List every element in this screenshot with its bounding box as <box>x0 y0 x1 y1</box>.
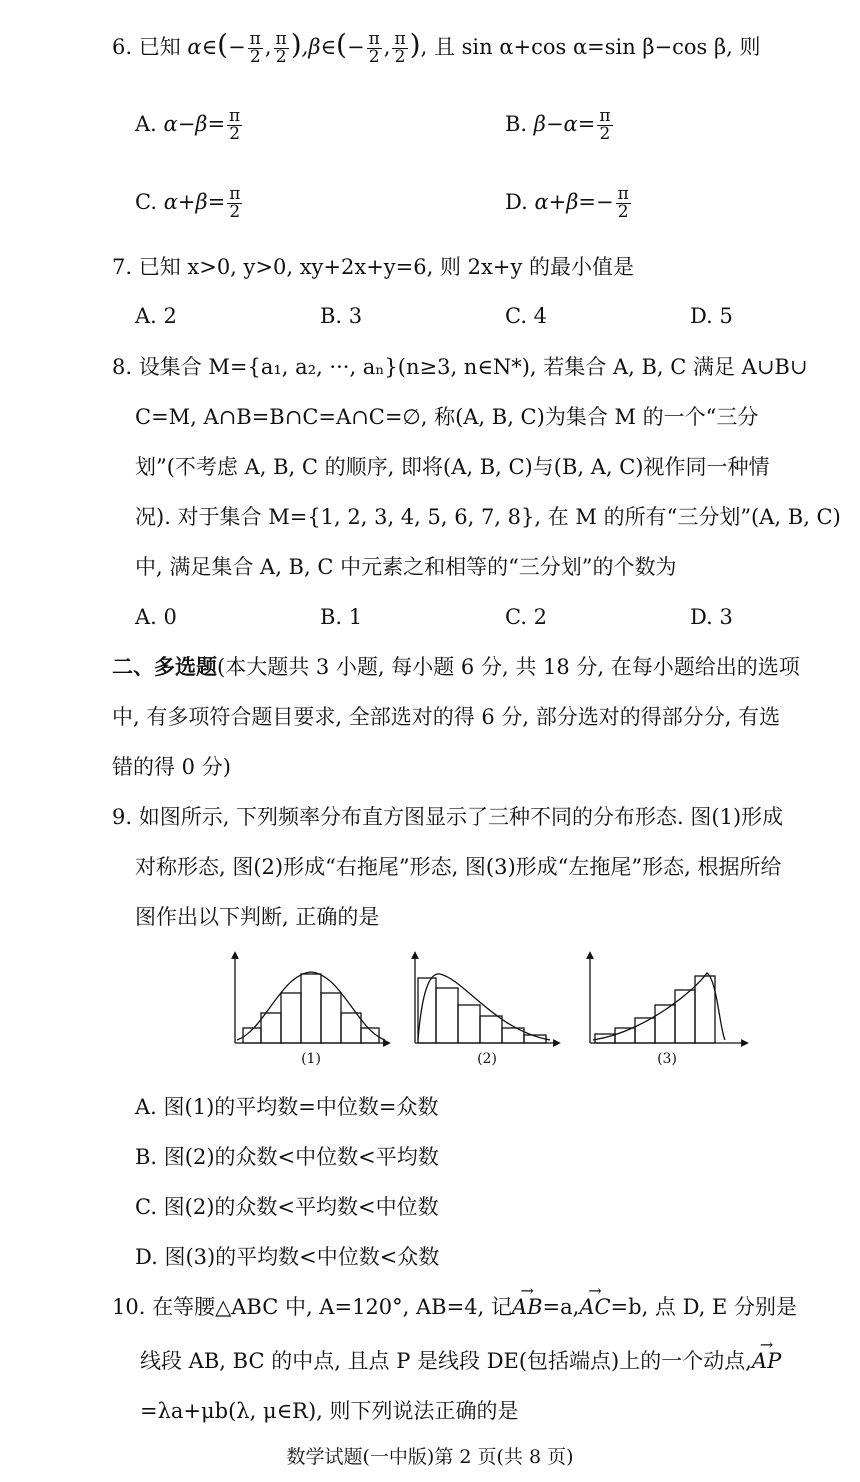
q6-option-b: B. β−α= $\frac{\pi}{2}$ <box>505 106 611 144</box>
q9-option-c: C. 图(2)的众数<平均数<中位数 <box>135 1195 439 1219</box>
section-2-heading: 二、多选题(本大题共 3 小题, 每小题 6 分, 共 18 分, 在每小题给出的选项 <box>112 654 800 679</box>
histogram-1-label: (1) <box>301 1051 321 1067</box>
section-2-title: 二、多选题 <box>112 654 217 679</box>
q10-line-1: 10. 在等腰△ABC 中, A=120°, AB=4, 记→ AB=a,→ AC=b, 点 D, E 分别是 <box>112 1292 797 1322</box>
q8-line-2: C=M, A∩B=B∩C=A∩C=∅, 称(A, B, C)为集合 M 的一个“三分 <box>135 405 759 429</box>
q9-line-3: 图作出以下判断, 正确的是 <box>135 905 380 929</box>
histogram-2 <box>415 955 557 1043</box>
q6-option-d: D. α+β=− $\frac{\pi}{2}$ <box>505 184 629 222</box>
histogram-figure <box>225 950 755 1075</box>
q7-option-a: A. 2 <box>135 304 177 328</box>
q10-line-2: 线段 AB, BC 的中点, 且点 P 是线段 DE(包括端点)上的一个动点,→ AP <box>140 1346 781 1376</box>
q8-line-4: 况). 对于集合 M={1, 2, 3, 4, 5, 6, 7, 8}, 在 M 的所有“三分划”(A, B, C) <box>135 505 841 529</box>
histogram-1 <box>235 955 387 1043</box>
q9-line-2: 对称形态, 图(2)形成“右拖尾”形态, 图(3)形成“左拖尾”形态, 根据所给 <box>135 855 782 879</box>
q8-line-5: 中, 满足集合 A, B, C 中元素之和相等的“三分划”的个数为 <box>135 555 677 579</box>
q7-option-b: B. 3 <box>320 304 363 328</box>
q9-line-1: 9. 如图所示, 下列频率分布直方图显示了三种不同的分布形态. 图(1)形成 <box>112 805 784 829</box>
q9-option-d: D. 图(3)的平均数<中位数<众数 <box>135 1245 440 1269</box>
q8-option-a: A. 0 <box>135 605 177 629</box>
q6-option-c: C. α+β= $\frac{\pi}{2}$ <box>135 184 241 222</box>
q10-line-3: =λa+μb(λ, μ∈R), 则下列说法正确的是 <box>140 1399 519 1423</box>
q7-stem: 7. 已知 x>0, y>0, xy+2x+y=6, 则 2x+y 的最小值是 <box>112 255 634 279</box>
histogram-3-label: (3) <box>657 1051 677 1067</box>
q7-option-d: D. 5 <box>690 304 733 328</box>
section-2-line-3: 错的得 0 分) <box>112 755 231 779</box>
q8-option-c: C. 2 <box>505 605 548 629</box>
page-footer: 数学试题(一中版)第 2 页(共 8 页) <box>286 1446 574 1468</box>
q8-option-b: B. 1 <box>320 605 363 629</box>
q6-option-a: A. α−β= $\frac{\pi}{2}$ <box>135 106 241 144</box>
q8-line-1: 8. 设集合 M={a₁, a₂, ···, aₙ}(n≥3, n∈N*), 若集合 A, B, C 满足 A∪B∪ <box>112 355 808 379</box>
q8-line-3: 划”(不考虑 A, B, C 的顺序, 即将(A, B, C)与(B, A, C)视作同一种情 <box>135 455 770 479</box>
histogram-3 <box>590 955 745 1043</box>
q7-option-c: C. 4 <box>505 304 548 328</box>
q9-option-a: A. 图(1)的平均数=中位数=众数 <box>135 1095 439 1119</box>
histogram-2-label: (2) <box>477 1051 497 1067</box>
q6-stem: 6. 已知 α∈(− $\frac{\pi}{2}$ , $\frac{\pi}{2}$ ),β∈(− $\frac{\pi}{2}$ , $\frac{\pi}{2}$ ), 且 sin α+cos α=sin β−cos β, 则 <box>112 28 761 67</box>
q9-option-b: B. 图(2)的众数<中位数<平均数 <box>135 1145 439 1169</box>
q8-option-d: D. 3 <box>690 605 733 629</box>
section-2-line-2: 中, 有多项符合题目要求, 全部选对的得 6 分, 部分选对的得部分分, 有选 <box>112 705 781 729</box>
